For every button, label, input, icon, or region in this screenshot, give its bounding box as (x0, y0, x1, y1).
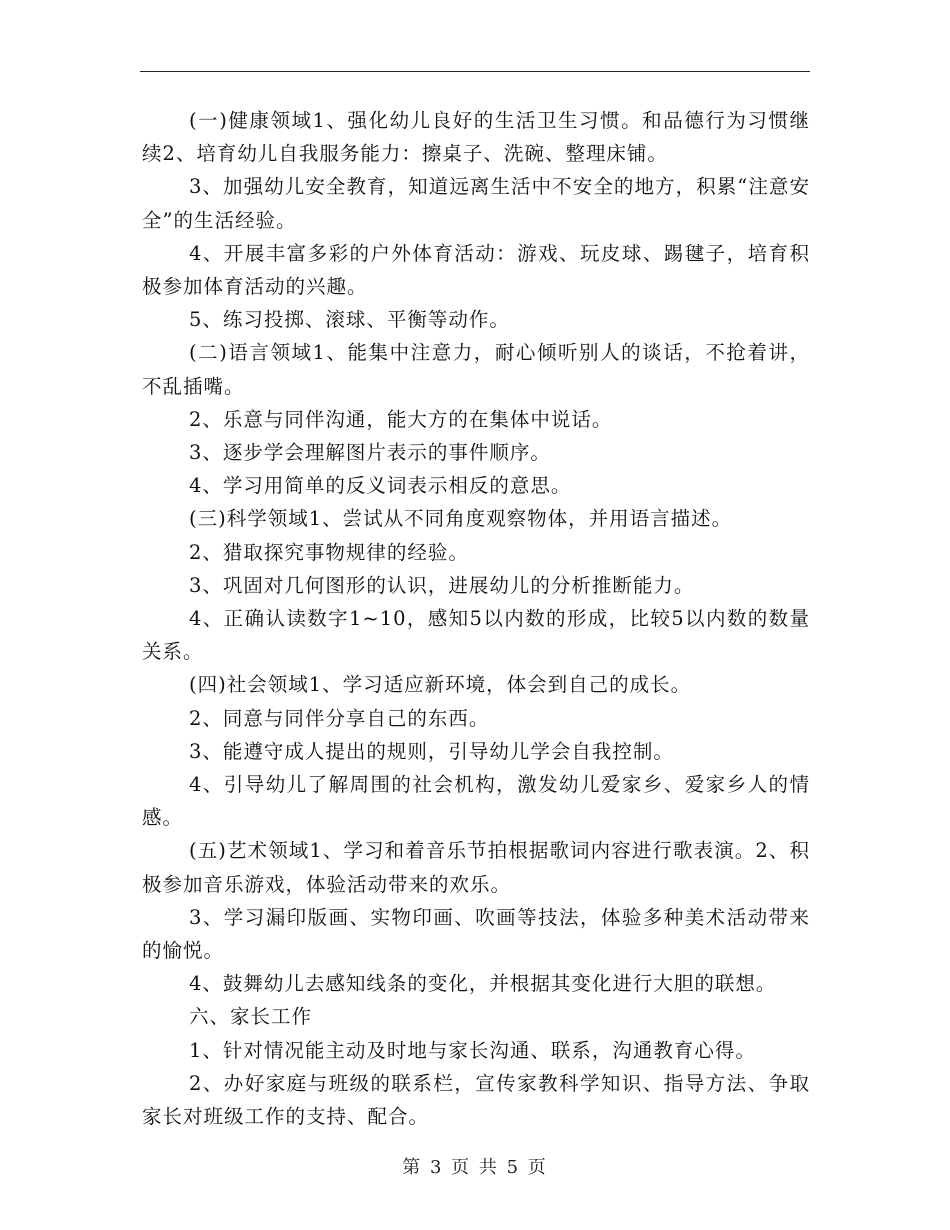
paragraph: (四)社会领域1、学习适应新环境，体会到自己的成长。 (189, 673, 692, 697)
paragraph: 3、能遵守成人提出的规则，引导幼儿学会自我控制。 (189, 739, 674, 763)
paragraph: 4、鼓舞幼儿去感知线条的变化，并根据其变化进行大胆的联想。 (189, 972, 777, 996)
paragraph: 2、同意与同伴分享自己的东西。 (189, 706, 490, 730)
paragraph: 3、学习漏印版画、实物印画、吹画等技法，体验多种美术活动带来的愉悦。 (142, 905, 810, 963)
paragraph: 4、学习用简单的反义词表示相反的意思。 (189, 474, 572, 498)
paragraph: 2、乐意与同伴沟通，能大方的在集体中说话。 (189, 407, 613, 431)
paragraph: 4、正确认读数字1~10，感知5以内数的形成，比较5以内数的数量关系。 (142, 607, 810, 664)
paragraph: 2、办好家庭与班级的联系栏，宣传家教科学知识、指导方法、争取家长对班级工作的支持、配合。 (142, 1071, 810, 1129)
paragraph: (一)健康领域1、强化幼儿良好的生活卫生习惯。和品德行为习惯继续2、培育幼儿自我服务能力：擦桌子、洗碗、整理床铺。 (142, 109, 810, 166)
page-number-footer: 第 3 页 共 5 页 (402, 1157, 548, 1178)
paragraph: (二)语言领域1、能集中注意力，耐心倾听别人的谈话，不抢着讲，不乱插嘴。 (142, 341, 810, 398)
paragraph: 2、猎取探究事物规律的经验。 (189, 540, 469, 564)
paragraph: (三)科学领域1、尝试从不同角度观察物体，并用语言描述。 (189, 507, 733, 531)
paragraph: 3、逐步学会理解图片表示的事件顺序。 (189, 441, 551, 465)
paragraph: (五)艺术领域1、学习和着音乐节拍根据歌词内容进行歌表演。2、积极参加音乐游戏，体验活动带来的欢乐。 (142, 839, 810, 896)
paragraph: 5、练习投掷、滚球、平衡等动作。 (189, 308, 510, 332)
body-text (142, 104, 810, 1133)
paragraph: 1、针对情况能主动及时地与家长沟通、联系，沟通教育心得。 (189, 1038, 756, 1062)
header-rule (140, 71, 810, 72)
section-heading: 六、家长工作 (189, 1005, 313, 1029)
paragraph: 4、引导幼儿了解周围的社会机构，激发幼儿爱家乡、爱家乡人的情感。 (142, 773, 810, 830)
paragraph: 3、加强幼儿安全教育，知道远离生活中不安全的地方，积累“注意安全”的生活经验。 (142, 175, 810, 232)
paragraph: 4、开展丰富多彩的户外体育活动：游戏、玩皮球、踢毽子，培育积极参加体育活动的兴趣。 (142, 241, 810, 299)
paragraph: 3、巩固对几何图形的认识，进展幼儿的分析推断能力。 (189, 573, 695, 597)
